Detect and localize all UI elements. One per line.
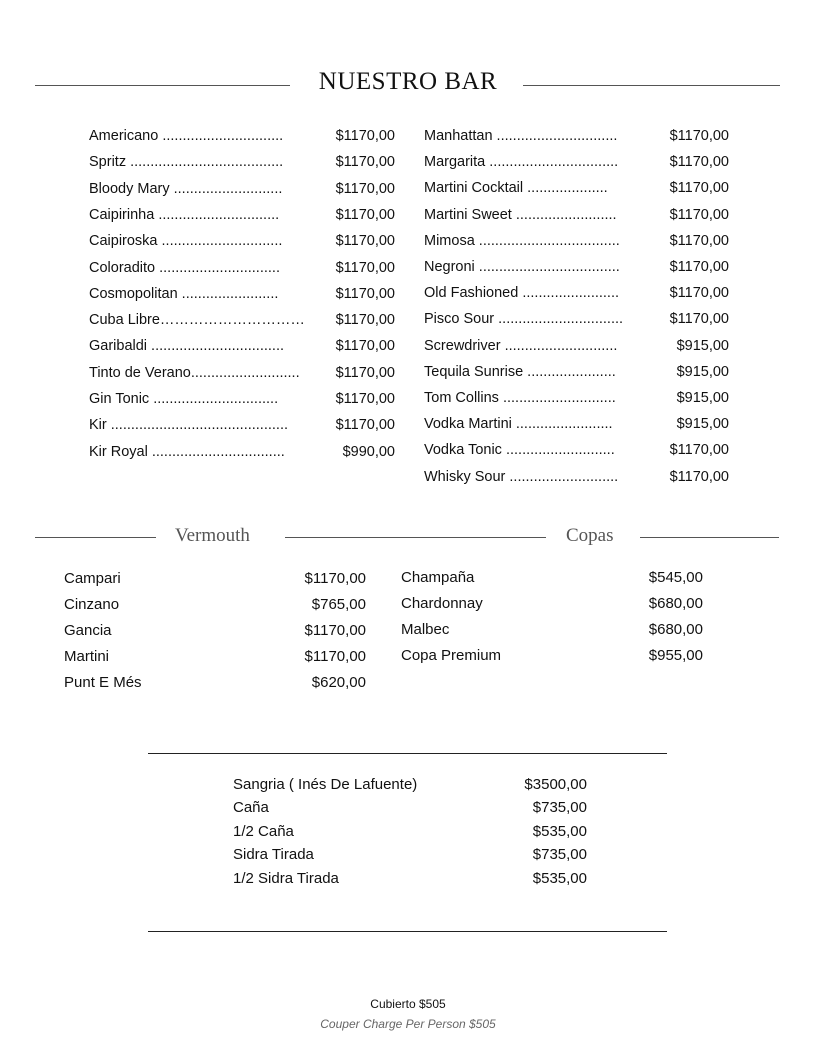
- bar-item-name: Coloradito ..............................: [89, 259, 280, 276]
- extra-item-name: 1/2 Sidra Tirada: [233, 869, 339, 887]
- extras-rule-bottom: [148, 931, 667, 932]
- bar-item-name: Pisco Sour ...............................: [424, 311, 624, 328]
- extra-item: [233, 776, 587, 796]
- title-rule-right: [523, 85, 780, 86]
- vermouth-item-name: Gancia: [64, 622, 112, 639]
- bar-item-name: Cuba Libre…………………………: [89, 312, 305, 329]
- vermouth-rule-left: [35, 537, 156, 538]
- bar-item-price: $1170,00: [335, 417, 395, 434]
- vermouth-item: [64, 674, 366, 694]
- section-rule-middle: [285, 537, 546, 538]
- vermouth-item: [64, 596, 366, 616]
- bar-item-name: Cosmopolitan ........................: [89, 285, 279, 302]
- bar-item-name: Old Fashioned ........................: [424, 285, 620, 302]
- extra-item: [233, 846, 587, 866]
- bar-item-name: Kir ............................................: [89, 417, 289, 434]
- bar-item: [89, 260, 395, 280]
- extra-item-name: Caña: [233, 799, 269, 817]
- bar-item: [424, 416, 729, 436]
- bar-item-price: $1170,00: [335, 233, 395, 250]
- bar-item-name: Tom Collins ............................: [424, 390, 616, 406]
- bar-item-price: $1170,00: [669, 180, 729, 197]
- cover-charge: Cubierto $505: [370, 997, 446, 1011]
- bar-item-price: $915,00: [676, 337, 729, 354]
- bar-item-name: Caipiroska ..............................: [89, 233, 283, 250]
- extra-item: [233, 799, 587, 819]
- bar-item: [424, 233, 729, 253]
- bar-item-price: $1170,00: [335, 206, 395, 223]
- bar-item-name: Screwdriver ............................: [424, 337, 618, 354]
- bar-item-name: Kir Royal .................................: [89, 443, 285, 460]
- bar-item-name: Mimosa ...................................: [424, 232, 620, 249]
- copa-item: [401, 595, 703, 615]
- bar-item: [89, 233, 395, 253]
- bar-item: [89, 391, 395, 411]
- bar-item-price: $1170,00: [669, 285, 729, 302]
- bar-item: [424, 128, 729, 148]
- bar-item-price: $1170,00: [335, 128, 395, 144]
- bar-item-name: Spritz ......................................: [89, 154, 284, 171]
- bar-item-name: Vodka Martini ........................: [424, 416, 613, 433]
- extra-item-price: $535,00: [532, 869, 587, 887]
- bar-item-price: $1170,00: [669, 154, 729, 171]
- bar-item: [424, 311, 729, 331]
- bar-item-name: Americano ..............................: [89, 128, 284, 144]
- bar-item-price: $915,00: [676, 390, 729, 406]
- extra-item: [233, 823, 587, 843]
- copas-heading: Copas: [566, 525, 614, 546]
- bar-item-name: Margarita ................................: [424, 154, 619, 171]
- vermouth-item-name: Cinzano: [64, 596, 120, 613]
- bar-item-name: Vodka Tonic ...........................: [424, 442, 615, 459]
- bar-item: [89, 312, 395, 332]
- extra-item-price: $735,00: [532, 846, 587, 864]
- copa-item-price: $545,00: [648, 569, 703, 586]
- vermouth-item-price: $765,00: [311, 596, 366, 613]
- cover-charge-english: Couper Charge Per Person $505: [320, 1017, 496, 1031]
- bar-item: [424, 442, 729, 462]
- vermouth-heading: Vermouth: [175, 525, 250, 546]
- vermouth-item-price: $1170,00: [304, 570, 366, 587]
- extra-item-name: Sidra Tirada: [233, 846, 314, 864]
- bar-item-price: $990,00: [342, 443, 395, 460]
- bar-item-price: $1170,00: [335, 259, 395, 276]
- extras-rule-top: [148, 753, 667, 754]
- bar-item-price: $1170,00: [335, 285, 395, 302]
- bar-item-price: $1170,00: [335, 338, 395, 355]
- bar-item: [89, 338, 395, 358]
- bar-item: [89, 207, 395, 227]
- bar-item: [424, 207, 729, 227]
- copa-item-price: $680,00: [648, 595, 703, 612]
- extra-item-price: $735,00: [532, 799, 587, 817]
- copa-item: [401, 621, 703, 641]
- bar-item-price: $1170,00: [335, 154, 395, 171]
- bar-item: [424, 180, 729, 200]
- bar-item-name: Negroni ...................................: [424, 259, 620, 275]
- bar-item: [89, 365, 395, 385]
- bar-item-name: Bloody Mary ...........................: [89, 180, 283, 197]
- vermouth-item-price: $1170,00: [304, 648, 366, 665]
- bar-item: [424, 259, 729, 279]
- bar-item-price: $1170,00: [335, 180, 395, 197]
- bar-item-price: $915,00: [676, 416, 729, 433]
- bar-item: [89, 181, 395, 201]
- vermouth-item-price: $620,00: [311, 674, 366, 691]
- bar-item-price: $1170,00: [669, 206, 729, 223]
- vermouth-item: [64, 622, 366, 642]
- bar-item-price: $915,00: [676, 363, 729, 380]
- bar-item-price: $1170,00: [669, 442, 729, 459]
- copas-rule-right: [640, 537, 779, 538]
- extra-item: [233, 870, 587, 890]
- page-title: NUESTRO BAR: [318, 68, 498, 95]
- bar-item-price: $1170,00: [335, 391, 395, 407]
- bar-item-price: $1170,00: [335, 364, 395, 381]
- extra-item-name: Sangria ( Inés De Lafuente): [233, 776, 418, 793]
- vermouth-item-name: Punt E Més: [64, 674, 142, 691]
- bar-item-name: Garibaldi .................................: [89, 338, 284, 355]
- bar-item-price: $1170,00: [669, 232, 729, 249]
- bar-item-price: $1170,00: [335, 312, 395, 329]
- bar-item: [424, 364, 729, 384]
- extra-item-price: $535,00: [532, 822, 587, 840]
- copa-item-name: Malbec: [401, 621, 450, 638]
- extra-item-name: 1/2 Caña: [233, 822, 294, 840]
- bar-item: [89, 417, 395, 437]
- bar-item: [424, 285, 729, 305]
- bar-item-price: $1170,00: [669, 259, 729, 275]
- vermouth-item: [64, 648, 366, 668]
- bar-item: [424, 154, 729, 174]
- bar-item: [89, 444, 395, 464]
- bar-item: [424, 390, 729, 410]
- copa-item: [401, 569, 703, 589]
- copa-item-name: Chardonnay: [401, 595, 483, 612]
- extra-item-price: $3500,00: [524, 776, 587, 793]
- bar-item: [89, 128, 395, 148]
- copa-item-name: Copa Premium: [401, 647, 502, 664]
- bar-item-name: Whisky Sour ...........................: [424, 468, 619, 485]
- bar-item-name: Gin Tonic ...............................: [89, 391, 279, 407]
- vermouth-item: [64, 570, 366, 590]
- vermouth-item-name: Campari: [64, 570, 121, 587]
- copa-item-price: $680,00: [648, 621, 703, 638]
- bar-item: [89, 286, 395, 306]
- bar-item-name: Martini Cocktail ....................: [424, 180, 608, 197]
- bar-item: [424, 338, 729, 358]
- copa-item: [401, 647, 703, 667]
- vermouth-item-name: Martini: [64, 648, 110, 665]
- bar-item-price: $1170,00: [669, 128, 729, 144]
- bar-item: [89, 154, 395, 174]
- bar-item-price: $1170,00: [669, 468, 729, 485]
- bar-item-price: $1170,00: [669, 311, 729, 328]
- bar-item-name: Manhattan ..............................: [424, 128, 618, 144]
- vermouth-item-price: $1170,00: [304, 622, 366, 639]
- bar-item-name: Tequila Sunrise ......................: [424, 363, 616, 380]
- copa-item-price: $955,00: [648, 647, 703, 664]
- bar-item-name: Caipirinha ..............................: [89, 206, 280, 223]
- bar-item-name: Martini Sweet .........................: [424, 206, 617, 223]
- copa-item-name: Champaña: [401, 569, 475, 586]
- bar-item: [424, 469, 729, 489]
- bar-item-name: Tinto de Verano...........................: [89, 364, 300, 381]
